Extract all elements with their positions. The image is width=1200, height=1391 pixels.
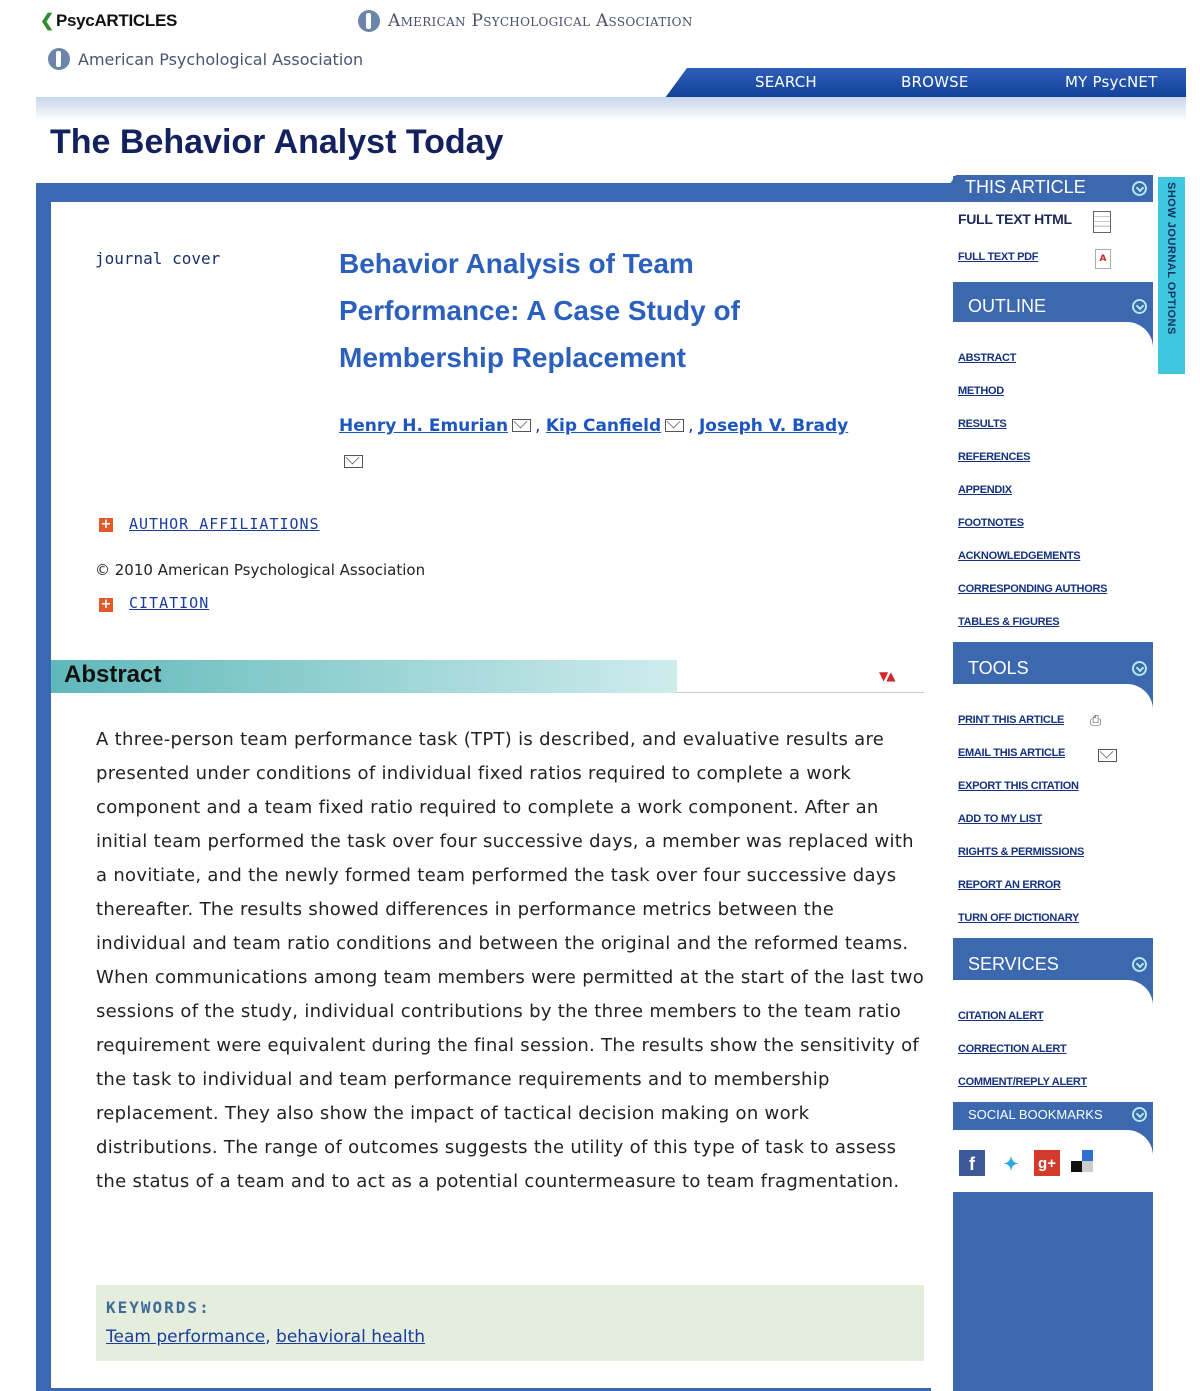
- email-icon[interactable]: [1098, 749, 1117, 762]
- citation-link[interactable]: CITATION: [129, 594, 210, 612]
- pdf-icon[interactable]: A: [1095, 249, 1111, 269]
- outline-item-acknowledgements[interactable]: ACKNOWLEDGEMENTS: [958, 550, 1081, 562]
- header-divider: [36, 97, 1186, 121]
- twitter-icon[interactable]: ✦: [1003, 1154, 1019, 1174]
- outline-item-tables-figures[interactable]: TABLES & FIGURES: [958, 616, 1060, 628]
- keywords-label: KEYWORDS:: [106, 1298, 211, 1317]
- abstract-text: A three-person team performance task (TPT) is described, and evaluative results are presented under conditions of individual fixed ratios required to complete a work component and a team fixed ratio required to complete a work component. After an initial team performed the task over four successive days, a member was replaced with a novitiate, and the newly formed team performed the task over four successive days thereafter. The results showed differences in performance metrics between the individual and team ratio conditions and between the original and the reformed teams. When communications among team members were permitted at the start of the last two sessions of the study, individual contributions by the three members to the team ratio requirement were equivalent during the final session. The results show the sensitivity of the task to individual and team performance requirements and to membership replacement. They also show the impact of tactical decision making on work distributions. The range of outcomes suggests the utility of this type of task to assess the status of a team and to act as a potential countermeasure to team fragmentation.: [96, 729, 925, 1192]
- collapse-icon[interactable]: [1132, 957, 1147, 972]
- show-journal-options-label: SHOW JOURNAL OPTIONS: [1165, 182, 1177, 335]
- apa-emblem-icon: [48, 48, 70, 70]
- frame-top-border: [36, 183, 953, 202]
- keywords-box: [96, 1285, 924, 1361]
- copyright-notice: © 2010 American Psychological Association: [95, 561, 426, 579]
- outline-item-abstract[interactable]: ABSTRACT: [958, 352, 1017, 364]
- email-icon[interactable]: [665, 419, 684, 432]
- google-plus-icon[interactable]: g+: [1034, 1150, 1060, 1176]
- collapse-icon[interactable]: [1132, 1107, 1147, 1122]
- outline-item-corresponding-authors[interactable]: CORRESPONDING AUTHORS: [958, 583, 1108, 595]
- services-header[interactable]: SERVICES: [953, 954, 1153, 978]
- journal-title[interactable]: The Behavior Analyst Today: [50, 123, 504, 161]
- apa-emblem-icon: [358, 10, 380, 32]
- rights-permissions-link[interactable]: RIGHTS & PERMISSIONS: [958, 846, 1085, 858]
- nav-search[interactable]: SEARCH: [755, 73, 817, 91]
- leaf-icon: ❮: [40, 11, 54, 30]
- outline-item-method[interactable]: METHOD: [958, 385, 1004, 397]
- email-article-link[interactable]: EMAIL THIS ARTICLE: [958, 747, 1066, 759]
- expand-icon[interactable]: +: [100, 517, 112, 532]
- expand-icon[interactable]: +: [100, 597, 112, 612]
- collapse-toggle-icon[interactable]: ▼▲: [879, 669, 894, 683]
- collapse-icon[interactable]: [1132, 299, 1147, 314]
- outline-item-appendix[interactable]: APPENDIX: [958, 484, 1012, 496]
- tools-header[interactable]: TOOLS: [953, 658, 1153, 682]
- author-affiliations-link[interactable]: AUTHOR AFFILIATIONS: [129, 515, 320, 533]
- collapse-icon[interactable]: [1132, 181, 1147, 196]
- social-bookmarks-header[interactable]: SOCIAL BOOKMARKS: [953, 1107, 1153, 1129]
- add-to-list-link[interactable]: ADD TO MY LIST: [958, 813, 1043, 825]
- printer-icon[interactable]: ⎙: [1090, 713, 1102, 729]
- full-text-html-link[interactable]: FULL TEXT HTML: [958, 211, 1072, 227]
- author-link[interactable]: Kip Canfield: [545, 416, 662, 436]
- comment-reply-alert-link[interactable]: COMMENT/REPLY ALERT: [958, 1076, 1087, 1088]
- apa-logo-left[interactable]: American Psychological Association: [48, 48, 363, 70]
- keywords-list: Team performance, behavioral health: [106, 1327, 426, 1347]
- divider: [677, 692, 924, 693]
- collapse-icon[interactable]: [1132, 661, 1147, 676]
- nav-my-psycnet[interactable]: MY PsycNET: [1065, 73, 1158, 91]
- full-text-pdf-link[interactable]: FULL TEXT PDF: [958, 251, 1039, 263]
- email-icon[interactable]: [344, 455, 363, 468]
- journal-cover-image[interactable]: journal cover: [95, 249, 221, 268]
- frame-left-border: [36, 183, 51, 1391]
- this-article-header[interactable]: THIS ARTICLE: [953, 177, 1153, 201]
- abstract-heading: Abstract: [64, 661, 162, 688]
- apa-logo-top[interactable]: American Psychological Association: [358, 10, 693, 32]
- delicious-icon[interactable]: [1071, 1150, 1093, 1172]
- export-citation-link[interactable]: EXPORT THIS CITATION: [958, 780, 1079, 792]
- report-error-link[interactable]: REPORT AN ERROR: [958, 879, 1061, 891]
- citation-alert-link[interactable]: CITATION ALERT: [958, 1010, 1044, 1022]
- email-icon[interactable]: [512, 419, 531, 432]
- outline-item-references[interactable]: REFERENCES: [958, 451, 1031, 463]
- correction-alert-link[interactable]: CORRECTION ALERT: [958, 1043, 1067, 1055]
- facebook-icon[interactable]: f: [959, 1150, 985, 1176]
- author-list: Henry H. Emurian , Kip Canfield , Joseph V. Brady: [339, 408, 859, 480]
- article-title: Behavior Analysis of Team Performance: A Case Study of Membership Replacement: [339, 248, 740, 373]
- outline-item-footnotes[interactable]: FOOTNOTES: [958, 517, 1024, 529]
- author-link[interactable]: Joseph V. Brady: [698, 416, 849, 436]
- outline-header[interactable]: OUTLINE: [953, 296, 1153, 320]
- turn-off-dictionary-link[interactable]: TURN OFF DICTIONARY: [958, 912, 1079, 924]
- keyword-link[interactable]: Team performance: [106, 1327, 266, 1347]
- author-link[interactable]: Henry H. Emurian: [339, 416, 509, 436]
- keyword-link[interactable]: behavioral health: [276, 1327, 426, 1347]
- psycarticles-logo[interactable]: ❮ PsycARTICLES: [40, 11, 178, 30]
- outline-item-results[interactable]: RESULTS: [958, 418, 1007, 430]
- document-icon[interactable]: [1093, 211, 1111, 233]
- nav-browse[interactable]: BROWSE: [901, 73, 969, 91]
- print-article-link[interactable]: PRINT THIS ARTICLE: [958, 714, 1065, 726]
